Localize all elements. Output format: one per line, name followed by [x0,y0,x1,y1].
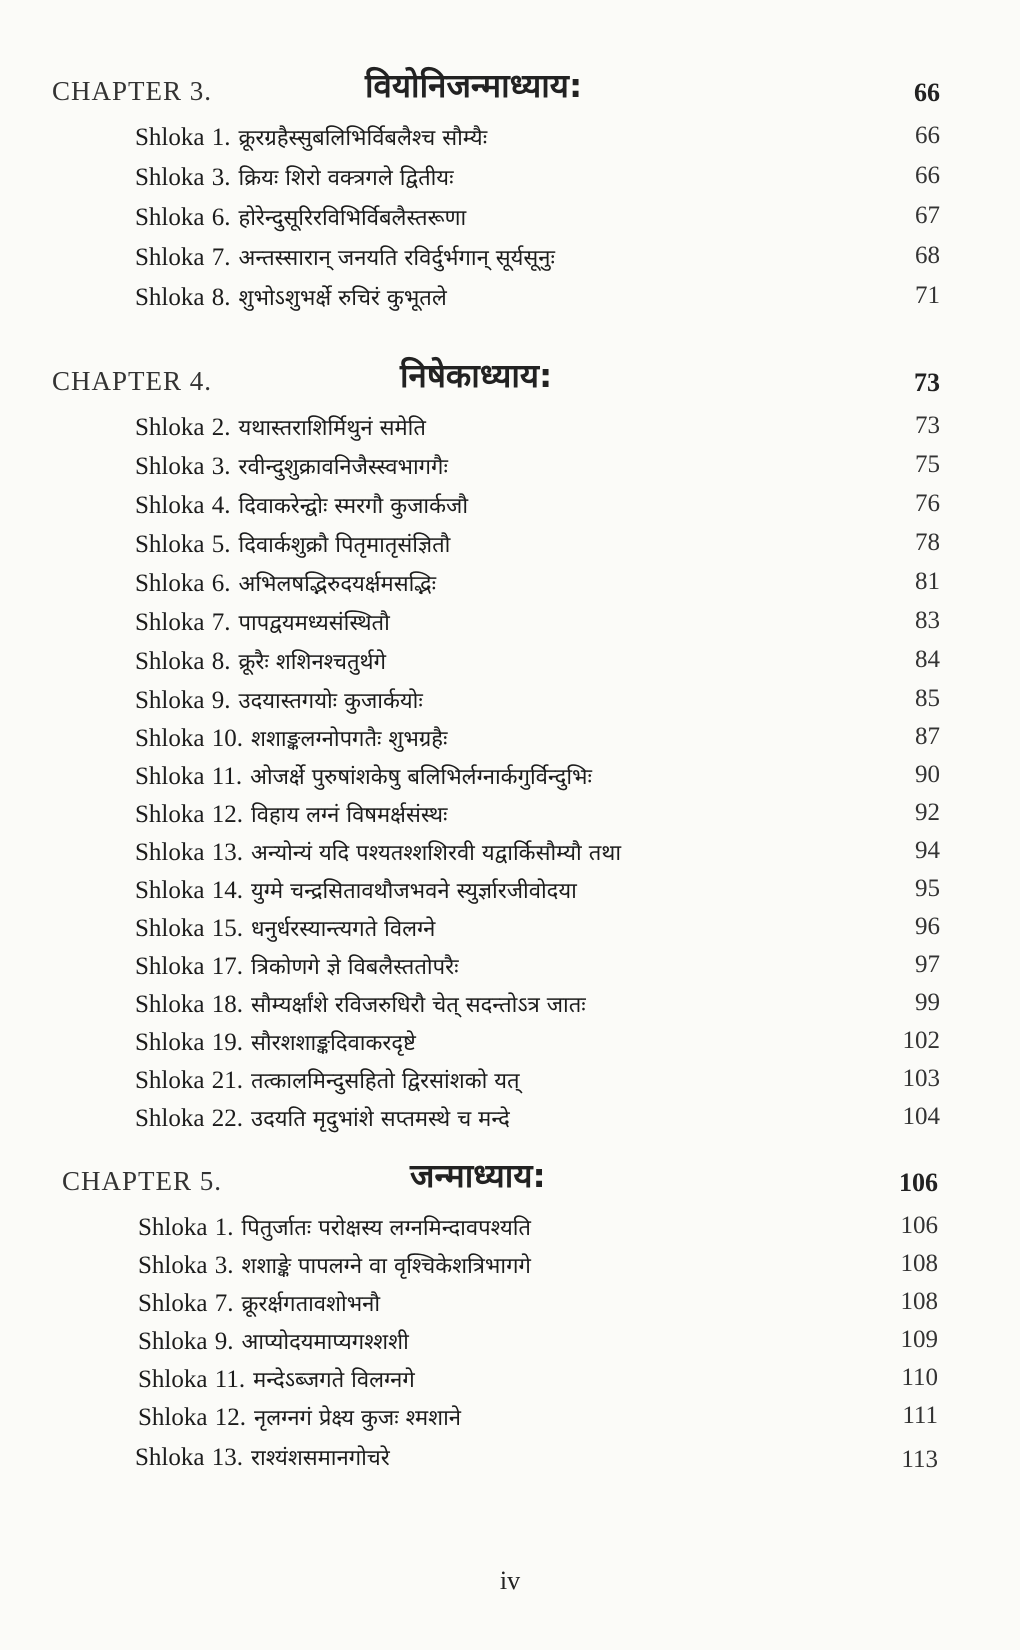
shloka-number: 9 [211,687,225,714]
shloka-prefix: Shloka [135,991,205,1018]
chapter-page-number: 106 [899,1168,938,1197]
shloka-verse: नृलग्नगं प्रेक्ष्य कुजः श्मशाने [254,1406,462,1431]
shloka-verse: धनुर्धरस्यान्त्यगते विलग्ने [251,917,436,942]
shloka-verse: अभिलषद्भिरुदयर्क्षमसद्भिः [238,572,437,597]
shloka-prefix: Shloka [135,725,205,752]
entry-page-number: 97 [915,951,940,978]
chapter-3-section [0,60,1020,322]
shloka-entry: Shloka 17. त्रिकोणगे ज्ञे विबलैस्ततोपरैः 97 [135,951,940,980]
chapter-title: निषेकाध्याय: [400,356,553,395]
shloka-number: 3 [211,453,225,480]
shloka-number: 12 [214,1404,240,1431]
entry-page-number: 90 [915,761,940,788]
chapter-heading [0,350,1020,412]
shloka-verse: उदयास्तगयोः कुजार्कयोः [238,689,423,714]
chapter-title: जन्माध्याय: [410,1156,546,1195]
shloka-number: 15 [211,915,237,942]
shloka-prefix: Shloka [138,1290,208,1317]
entry-page-number: 94 [915,837,940,864]
shloka-entry: Shloka 11. मन्देऽब्जगते विलग्नगे 110 [138,1364,938,1393]
shloka-number: 18 [211,991,237,1018]
entry-page-number: 108 [900,1288,938,1315]
shloka-entry: Shloka 8. शुभोऽशुभर्क्षे रुचिरं कुभूतले 71 [135,282,940,311]
shloka-number: 14 [211,877,237,904]
shloka-number: 7 [214,1290,228,1317]
entry-page-number: 66 [915,122,940,149]
shloka-entry: Shloka 1. क्रूरग्रहैस्सुबलिभिर्विबलैश्च सौम्यैः 66 [135,122,940,151]
shloka-number: 7 [211,609,225,636]
shloka-verse: राश्यंशसमानगोचरे [251,1446,390,1471]
entry-page-number: 95 [915,875,940,902]
entry-page-number: 85 [915,685,940,712]
entry-page-number: 106 [900,1212,938,1239]
entry-page-number: 87 [915,723,940,750]
shloka-number: 8 [211,284,225,311]
shloka-entry: Shloka 3. रवीन्दुशुक्रावनिजैस्स्वभागगैः 75 [135,451,940,480]
shloka-verse: उदयति मृदुभांशे सप्तमस्थे च मन्दे [251,1107,510,1132]
shloka-prefix: Shloka [135,648,205,675]
shloka-entry: Shloka 3. शशाङ्के पापलग्ने वा वृश्चिकेशत्रिभागगे 108 [138,1250,938,1279]
entry-page-number: 96 [915,913,940,940]
chapter-5-section [0,1150,1020,1482]
shloka-number: 1 [211,124,225,151]
shloka-prefix: Shloka [135,1444,205,1471]
shloka-entry: Shloka 6. होरेन्दुसूरिरविभिर्विबलैस्तरूणा 67 [135,202,940,231]
entry-page-number: 66 [915,162,940,189]
entry-page-number: 113 [901,1446,938,1473]
shloka-prefix: Shloka [138,1366,208,1393]
shloka-verse: ओजर्क्षे पुरुषांशकेषु बलिभिर्लग्नार्कगुर्विन्दुभिः [250,765,592,790]
chapter-title: वियोनिजन्माध्याय: [365,66,583,105]
shloka-verse: क्रूरैः शशिनश्चतुर्थगे [238,650,386,675]
shloka-number: 8 [211,648,225,675]
chapter-label: CHAPTER 4. [52,366,213,396]
shloka-verse: पितुर्जातः परोक्षस्य लग्नमिन्दावपश्यति [241,1216,531,1241]
entry-page-number: 84 [915,646,940,673]
entry-page-number: 111 [902,1402,938,1429]
shloka-entry: Shloka 14. युग्मे चन्द्रसितावथौजभवने स्युर्ज्ञारजीवोदया 95 [135,875,940,904]
shloka-number: 11 [214,1366,239,1393]
shloka-list [0,122,1020,322]
shloka-entry: Shloka 7. अन्तस्सारान् जनयति रविर्दुर्भगान् सूर्यसूनुः 68 [135,242,940,271]
shloka-number: 4 [211,492,225,519]
shloka-number: 19 [211,1029,237,1056]
entry-page-number: 102 [902,1027,940,1054]
shloka-list [0,412,1020,1141]
shloka-entry: Shloka 12. विहाय लग्नं विषमर्क्षसंस्थः 92 [135,799,940,828]
shloka-number: 6 [211,204,225,231]
shloka-verse: शशाङ्के पापलग्ने वा वृश्चिकेशत्रिभागगे [241,1254,531,1279]
shloka-prefix: Shloka [135,839,205,866]
shloka-prefix: Shloka [135,687,205,714]
shloka-entry: Shloka 4. दिवाकरेन्द्वोः स्मरगौ कुजार्कजौ 76 [135,490,940,519]
entry-page-number: 103 [902,1065,940,1092]
shloka-verse: आप्योदयमाप्यगश्शशी [241,1330,409,1355]
shloka-verse: विहाय लग्नं विषमर्क्षसंस्थः [251,803,448,828]
shloka-entry: Shloka 19. सौरशशाङ्कदिवाकरदृष्टे 102 [135,1027,940,1056]
entry-page-number: 76 [915,490,940,517]
shloka-prefix: Shloka [135,763,205,790]
shloka-entry: Shloka 6. अभिलषद्भिरुदयर्क्षमसद्भिः 81 [135,568,940,597]
entry-page-number: 110 [901,1364,938,1391]
shloka-number: 21 [211,1067,237,1094]
shloka-prefix: Shloka [135,244,205,271]
entry-page-number: 81 [915,568,940,595]
shloka-entry: Shloka 21. तत्कालमिन्दुसहितो द्विरसांशको यत् 103 [135,1065,940,1094]
chapter-page-number: 73 [914,368,940,397]
shloka-verse: दिवार्कशुक्रौ पितृमातृसंज्ञितौ [238,533,451,558]
shloka-number: 2 [211,414,225,441]
shloka-verse: शुभोऽशुभर्क्षे रुचिरं कुभूतले [238,286,447,311]
shloka-number: 1 [214,1214,228,1241]
shloka-entry: Shloka 12. नृलग्नगं प्रेक्ष्य कुजः श्मशाने 111 [138,1402,938,1431]
shloka-prefix: Shloka [135,1029,205,1056]
shloka-entry: Shloka 22. उदयति मृदुभांशे सप्तमस्थे च मन्दे 104 [135,1103,940,1132]
shloka-verse: सौरशशाङ्कदिवाकरदृष्टे [251,1031,416,1056]
shloka-prefix: Shloka [138,1252,208,1279]
shloka-prefix: Shloka [135,570,205,597]
shloka-number: 12 [211,801,237,828]
shloka-entry: Shloka 9. आप्योदयमाप्यगश्शशी 109 [138,1326,938,1355]
shloka-prefix: Shloka [138,1214,208,1241]
shloka-number: 10 [211,725,237,752]
shloka-entry: Shloka 15. धनुर्धरस्यान्त्यगते विलग्ने 96 [135,913,940,942]
entry-page-number: 99 [915,989,940,1016]
entry-page-number: 104 [902,1103,940,1130]
shloka-verse: शशाङ्कलग्नोपगतैः शुभग्रहैः [251,727,448,752]
shloka-prefix: Shloka [135,414,205,441]
entry-page-number: 78 [915,529,940,556]
shloka-entry: Shloka 7. क्रूरर्क्षगतावशोभनौ 108 [138,1288,938,1317]
shloka-entry: Shloka 3. क्रियः शिरो वक्त्रगले द्वितीयः 66 [135,162,940,191]
shloka-prefix: Shloka [135,1105,205,1132]
shloka-verse: युग्मे चन्द्रसितावथौजभवने स्युर्ज्ञारजीवोदया [251,879,577,904]
shloka-prefix: Shloka [135,164,205,191]
shloka-verse: तत्कालमिन्दुसहितो द्विरसांशको यत् [251,1069,520,1094]
chapter-page-number: 66 [914,78,940,107]
shloka-verse: यथास्तराशिर्मिथुनं समेति [238,416,426,441]
shloka-prefix: Shloka [135,801,205,828]
entry-page-number: 73 [915,412,940,439]
shloka-entry: Shloka 13. राश्यंशसमानगोचरे 113 [135,1444,938,1473]
shloka-number: 17 [211,953,237,980]
shloka-entry: Shloka 18. सौम्यर्क्षांशे रविजरुधिरौ चेत् सदन्तोऽत्र जातः 99 [135,989,940,1018]
shloka-prefix: Shloka [135,877,205,904]
shloka-verse: क्रूरग्रहैस्सुबलिभिर्विबलैश्च सौम्यैः [238,126,488,151]
shloka-entry: Shloka 2. यथास्तराशिर्मिथुनं समेति 73 [135,412,940,441]
entry-page-number: 108 [900,1250,938,1277]
shloka-entry: Shloka 10. शशाङ्कलग्नोपगतैः शुभग्रहैः 87 [135,723,940,752]
shloka-prefix: Shloka [135,531,205,558]
shloka-prefix: Shloka [138,1328,208,1355]
shloka-entry: Shloka 11. ओजर्क्षे पुरुषांशकेषु बलिभिर्लग्नार्कगुर्विन्दुभिः 90 [135,761,940,790]
shloka-number: 13 [211,839,237,866]
shloka-verse: क्रियः शिरो वक्त्रगले द्वितीयः [238,166,454,191]
shloka-number: 11 [211,763,236,790]
shloka-prefix: Shloka [135,124,205,151]
chapter-heading [0,1150,1020,1212]
chapter-4-section [0,350,1020,1141]
shloka-entry: Shloka 5. दिवार्कशुक्रौ पितृमातृसंज्ञितौ 78 [135,529,940,558]
shloka-entry: Shloka 7. पापद्वयमध्यसंस्थितौ 83 [135,607,940,636]
shloka-prefix: Shloka [135,204,205,231]
entry-page-number: 75 [915,451,940,478]
shloka-entry: Shloka 8. क्रूरैः शशिनश्चतुर्थगे 84 [135,646,940,675]
chapter-label: CHAPTER 3. [52,76,213,106]
shloka-verse: क्रूरर्क्षगतावशोभनौ [241,1292,381,1317]
shloka-verse: सौम्यर्क्षांशे रविजरुधिरौ चेत् सदन्तोऽत्र जातः [251,993,586,1018]
shloka-verse: रवीन्दुशुक्रावनिजैस्स्वभागगैः [238,455,448,480]
shloka-number: 3 [211,164,225,191]
shloka-prefix: Shloka [138,1404,208,1431]
chapter-label: CHAPTER 5. [62,1166,223,1196]
shloka-prefix: Shloka [135,1067,205,1094]
shloka-entry: Shloka 9. उदयास्तगयोः कुजार्कयोः 85 [135,685,940,714]
shloka-list [0,1212,1020,1482]
entry-page-number: 83 [915,607,940,634]
shloka-number: 5 [211,531,225,558]
shloka-prefix: Shloka [135,284,205,311]
entry-page-number: 109 [900,1326,938,1353]
shloka-number: 3 [214,1252,228,1279]
shloka-number: 7 [211,244,225,271]
shloka-verse: होरेन्दुसूरिरविभिर्विबलैस्तरूणा [238,206,467,231]
shloka-verse: त्रिकोणगे ज्ञे विबलैस्ततोपरैः [251,955,459,980]
shloka-verse: अन्योन्यं यदि पश्यतश्शशिरवी यद्वार्किसौम्यौ तथा [251,841,622,866]
shloka-prefix: Shloka [135,492,205,519]
chapter-heading [0,60,1020,122]
shloka-prefix: Shloka [135,453,205,480]
entry-page-number: 92 [915,799,940,826]
shloka-verse: पापद्वयमध्यसंस्थितौ [238,611,390,636]
shloka-number: 6 [211,570,225,597]
folio-page-number: iv [499,1566,521,1595]
shloka-entry: Shloka 13. अन्योन्यं यदि पश्यतश्शशिरवी यद्वार्किसौम्यौ तथा 94 [135,837,940,866]
shloka-prefix: Shloka [135,609,205,636]
shloka-number: 13 [211,1444,237,1471]
shloka-prefix: Shloka [135,953,205,980]
shloka-prefix: Shloka [135,915,205,942]
shloka-verse: अन्तस्सारान् जनयति रविर्दुर्भगान् सूर्यसूनुः [238,246,555,271]
shloka-number: 9 [214,1328,228,1355]
entry-page-number: 68 [915,242,940,269]
shloka-verse: दिवाकरेन्द्वोः स्मरगौ कुजार्कजौ [238,494,469,519]
entry-page-number: 67 [915,202,940,229]
shloka-verse: मन्देऽब्जगते विलग्नगे [253,1368,415,1393]
shloka-number: 22 [211,1105,237,1132]
shloka-entry: Shloka 1. पितुर्जातः परोक्षस्य लग्नमिन्दावपश्यति 106 [138,1212,938,1241]
entry-page-number: 71 [915,282,940,309]
